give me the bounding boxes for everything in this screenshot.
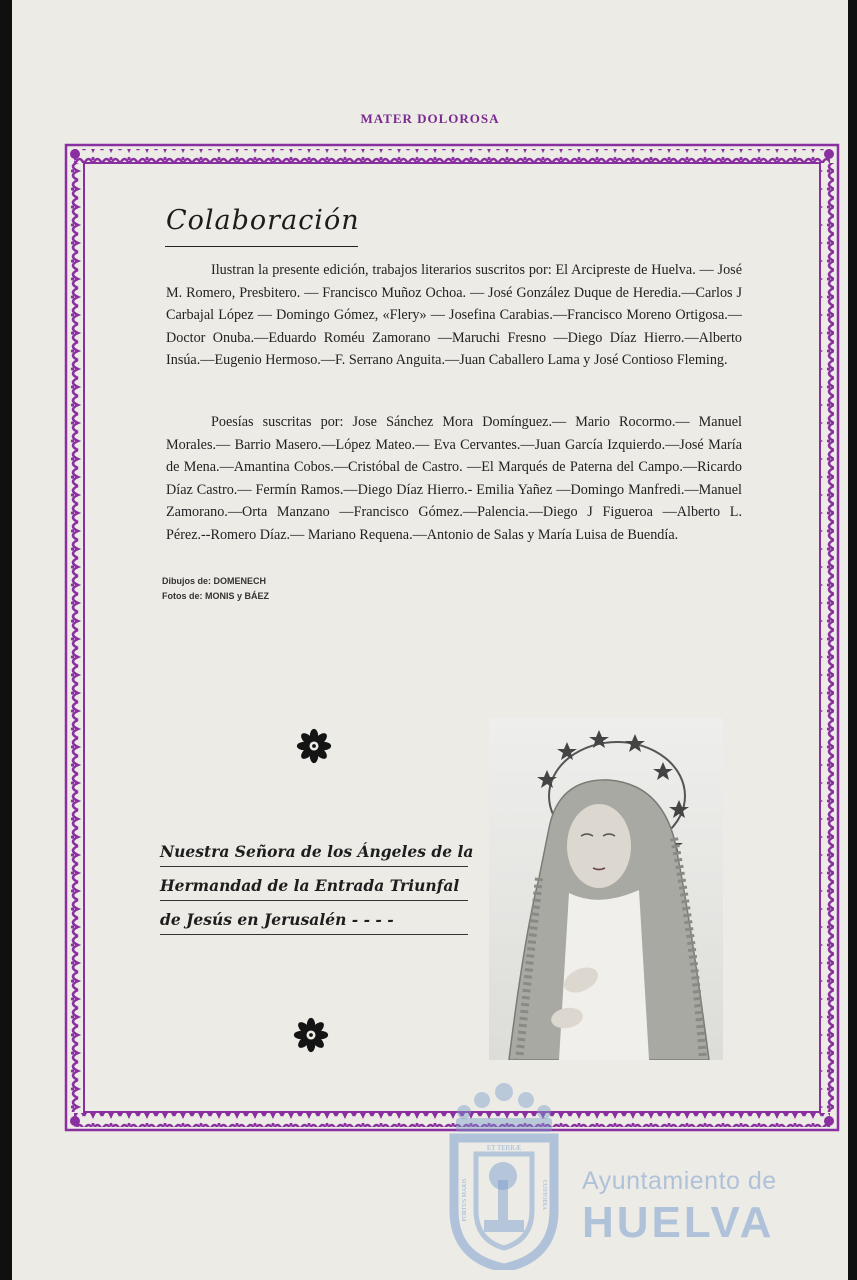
coat-of-arms-watermark-icon [442,1080,567,1270]
ornamental-frame [12,0,848,1280]
watermark-line2: HUELVA [582,1198,775,1247]
flower-ornament-icon [295,727,333,765]
shield-top-text: ET TERRÆ [486,1144,522,1152]
shield-left-text: PORTUS MARIS [462,1178,468,1222]
caption-line: Hermandad de la Entrada Triunfal [160,872,468,901]
contributors-paragraph: Ilustran la presente edición, trabajos literarios suscritos por: El Arcipreste de Huelva. — José M. Romero, Presbitero. — Francisco Muñoz Ochoa. — José González Duque de Heredia.—Carlos J Carbajal López — Domingo Gómez, «Flery» — Josefina Carabias.—Francisco Moreno Ortigosa.—Doctor Onuba.—Eduardo Roméu Zamorano —Maruchi Fresno —Diego Díaz Hierro.—Alberto Insúa.—Eugenio Hermoso.—F. Serrano Anguita.—Juan Caballero Lama y José Contioso Fleming. [166,262,742,369]
section-heading: Colaboración [166,205,360,236]
flower-ornament-icon [292,1016,330,1054]
watermark-text [582,1167,777,1248]
heading-underline [165,246,358,247]
watermark-line1: Ayuntamiento de [582,1167,777,1195]
virgin-photograph [489,718,723,1060]
shield-right-text: CUSTODIA [541,1179,547,1211]
poems-paragraph: Poesías suscritas por: Jose Sánchez Mora Domínguez.— Mario Rocormo.— Manuel Morales.— Barrio Masero.—López Mateo.— Eva Cervantes.—Juan García Izquierdo.—José María de Mena.—Amantina Cobos.—Cristóbal de Castro. —El Marqués de Paterna del Campo.—Ricardo Díaz Castro.— Fermín Ramos.—Diego Díaz Hierro.- Emilia Yañez —Domingo Manfredi.—Manuel Zamorano.—Orta Manzano —Francisco Gómez.—Palencia.—Diego J Figueroa —Alberto L. Pérez.--Romero Díaz.— Mariano Requena.—Antonio de Salas y María Luisa de Buendía. [166,414,742,543]
running-head: MATER DOLOROSA [360,111,500,126]
photos-credit: Fotos de: MONIS y BÁEZ [162,591,270,601]
drawings-credit: Dibujos de: DOMENECH [162,576,267,586]
magazine-page [12,0,848,1280]
virgin-figure-illustration [489,718,723,1060]
caption-line: de Jesús en Jerusalén - - - - [160,906,468,935]
caption-line: Nuestra Señora de los Ángeles de la [160,838,468,867]
